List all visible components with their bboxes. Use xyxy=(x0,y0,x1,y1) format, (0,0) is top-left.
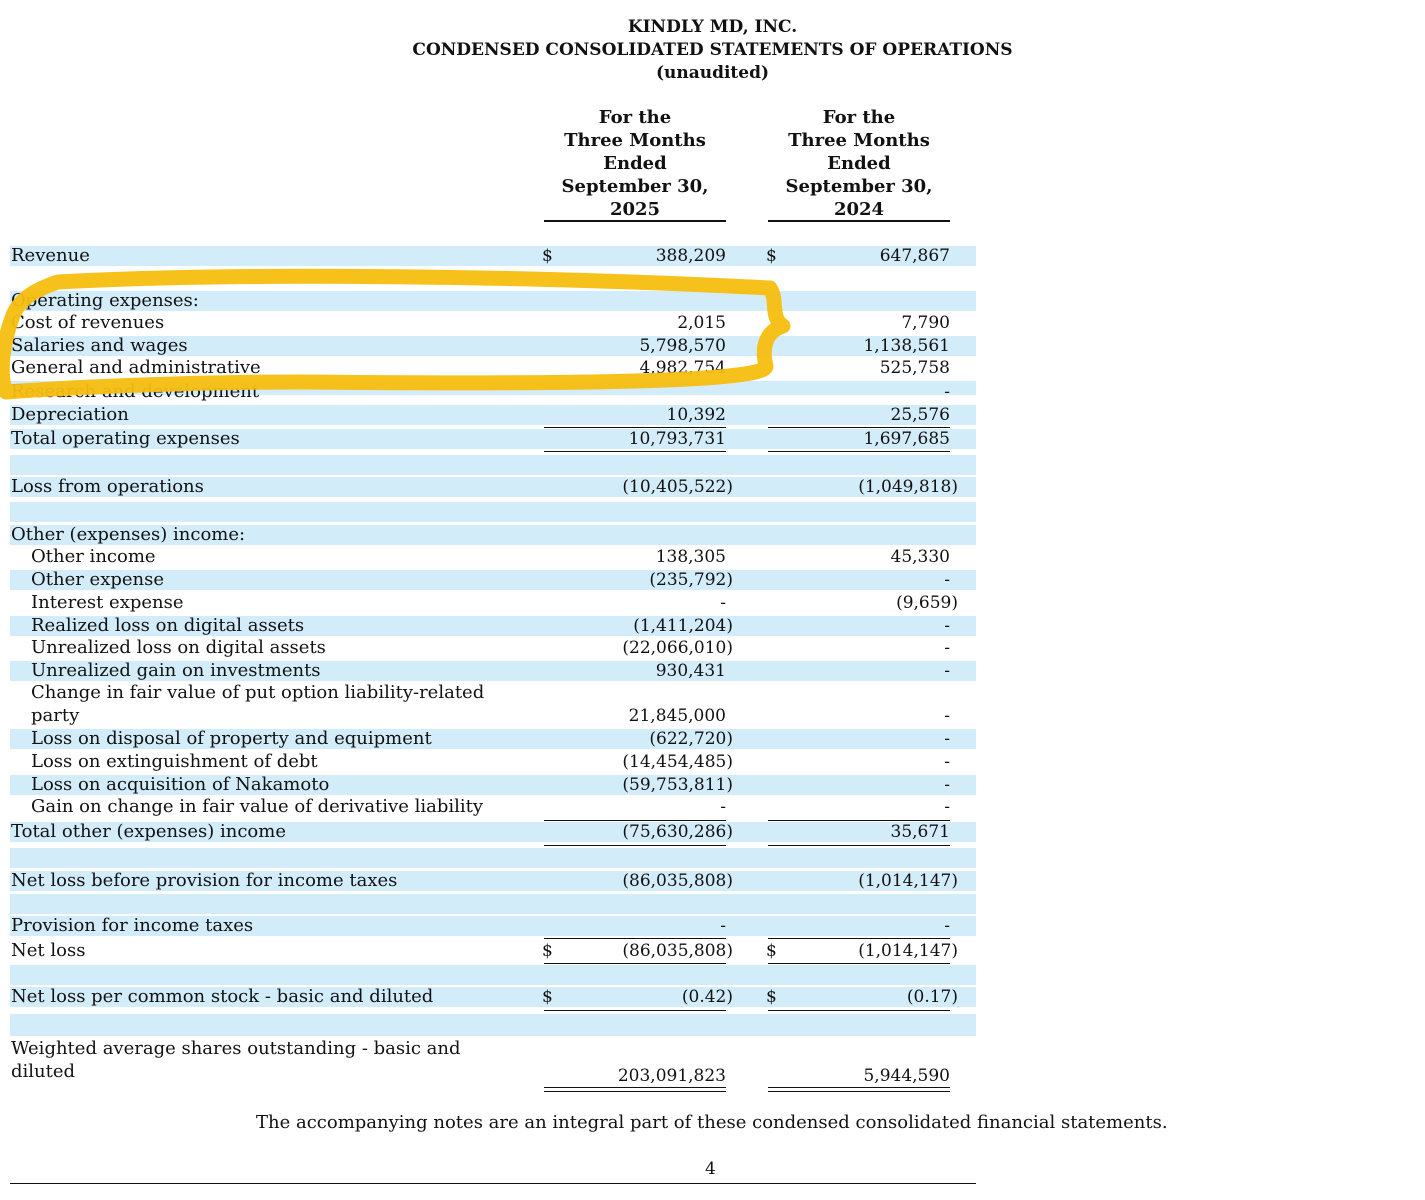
value-2025: 203,091,823 xyxy=(617,1066,726,1086)
column-header-line: For the xyxy=(822,107,896,128)
statement-row-unrealized-gain xyxy=(10,661,976,681)
statement-row-before-tax xyxy=(10,871,976,891)
currency-symbol: $ xyxy=(766,987,777,1007)
value-2025: 138,305 xyxy=(655,547,726,567)
row-label: Loss on acquisition of Nakamoto xyxy=(31,774,330,795)
row-label: Loss on disposal of property and equipment xyxy=(31,728,432,749)
row-label: Total other (expenses) income xyxy=(11,821,286,842)
double-total-rule xyxy=(544,1087,726,1092)
value-2024: - xyxy=(944,729,950,749)
subtotal-rule xyxy=(544,427,726,428)
statement-row-other-expense xyxy=(10,570,976,590)
row-label: Depreciation xyxy=(11,404,129,425)
value-2025: 4,982,754 xyxy=(639,358,726,378)
subtotal-rule xyxy=(768,427,950,428)
value-2025: - xyxy=(720,593,726,613)
row-label: diluted xyxy=(11,1061,76,1082)
row-label: Net loss before provision for income taxes xyxy=(11,870,398,891)
value-2025: - xyxy=(720,797,726,817)
value-2024: (1,014,147) xyxy=(858,941,958,961)
value-2025: - xyxy=(720,916,726,936)
statement-row-disposal xyxy=(10,729,976,749)
statement-row-total-opex xyxy=(10,429,976,449)
row-label: Gain on change in fair value of derivative liability xyxy=(31,796,484,817)
row-label: Interest expense xyxy=(31,592,184,613)
value-2024: 35,671 xyxy=(890,822,950,842)
column-header-line: 2024 xyxy=(833,199,885,220)
value-2024: (1,049,818) xyxy=(858,477,958,497)
value-2025: (75,630,286) xyxy=(622,822,733,842)
statement-row-unrealized-loss xyxy=(10,638,976,658)
statement-row-nakamoto xyxy=(10,775,976,795)
total-rule xyxy=(544,451,726,452)
column-header-line: September 30, xyxy=(785,176,933,197)
row-label: Change in fair value of put option liability-related xyxy=(31,682,485,703)
value-2025: (59,753,811) xyxy=(622,775,733,795)
statement-row-interest-expense xyxy=(10,593,976,613)
statement-row-derivative xyxy=(10,797,976,817)
row-label: Net loss per common stock - basic and diluted xyxy=(11,986,434,1007)
value-2024: 5,944,590 xyxy=(863,1066,950,1086)
spacer-band xyxy=(10,965,976,985)
row-label: Loss from operations xyxy=(11,476,204,497)
currency-symbol: $ xyxy=(766,941,777,961)
value-2025: 930,431 xyxy=(655,661,726,681)
statement-row-net-loss xyxy=(10,941,976,961)
row-label: Operating expenses: xyxy=(11,290,199,311)
value-2024: - xyxy=(944,916,950,936)
statement-row-extinguishment xyxy=(10,752,976,772)
row-label: Other expense xyxy=(31,569,165,590)
footer-note: The accompanying notes are an integral part of these condensed consolidated financial statements. xyxy=(256,1112,1168,1133)
value-2025: (235,792) xyxy=(649,570,733,590)
row-label: Other (expenses) income: xyxy=(11,524,246,545)
value-2024: 1,138,561 xyxy=(863,336,950,356)
value-2024: (0.17) xyxy=(906,987,958,1007)
total-rule xyxy=(544,845,726,846)
row-label: party xyxy=(31,705,80,726)
value-2025: 2,015 xyxy=(677,313,726,333)
column-header-line: Ended xyxy=(827,153,891,174)
value-2025: 388,209 xyxy=(655,246,726,266)
value-2025: (10,405,522) xyxy=(622,477,733,497)
subtotal-rule xyxy=(544,938,726,939)
statement-row-loss-from-operations xyxy=(10,477,976,497)
subtotal-rule xyxy=(768,938,950,939)
value-2025: (1,411,204) xyxy=(633,616,733,636)
company-name: KINDLY MD, INC. xyxy=(627,17,798,37)
value-2024: 7,790 xyxy=(901,313,950,333)
value-2024: - xyxy=(944,616,950,636)
spacer-band xyxy=(10,502,976,522)
yellow-highlight-annotation xyxy=(0,0,976,420)
statement-title: CONDENSED CONSOLIDATED STATEMENTS OF OPERATIONS xyxy=(412,40,1013,60)
statement-row-shares-line1 xyxy=(10,1039,976,1059)
double-total-rule xyxy=(768,1087,950,1092)
column-header-line: For the xyxy=(598,107,672,128)
currency-symbol: $ xyxy=(542,246,553,266)
column-header-line: 2025 xyxy=(609,199,661,220)
value-2024: (9,659) xyxy=(896,593,958,613)
statement-row-put-option xyxy=(10,706,976,726)
page-number: 4 xyxy=(705,1159,716,1179)
row-label: Loss on extinguishment of debt xyxy=(31,751,318,772)
page-bottom-rule xyxy=(10,1183,976,1184)
row-label: Unrealized loss on digital assets xyxy=(31,637,326,658)
statement-row-total-other xyxy=(10,822,976,842)
value-2024: 647,867 xyxy=(879,246,950,266)
value-2025: (14,454,485) xyxy=(622,752,733,772)
column-header-line: Three Months xyxy=(788,130,930,151)
row-label: Other income xyxy=(31,546,156,567)
subtotal-rule xyxy=(768,820,950,821)
column-header-line: September 30, xyxy=(561,176,709,197)
statement-row-other-income xyxy=(10,547,976,567)
spacer-band xyxy=(10,455,976,475)
value-2025: (86,035,808) xyxy=(622,941,733,961)
column-header-line: Ended xyxy=(603,153,667,174)
value-2024: - xyxy=(944,797,950,817)
value-2025: 5,798,570 xyxy=(639,336,726,356)
value-2024: - xyxy=(944,382,950,402)
total-rule xyxy=(768,845,950,846)
currency-symbol: $ xyxy=(766,246,777,266)
row-label: General and administrative xyxy=(11,357,261,378)
value-2025: (22,066,010) xyxy=(622,638,733,658)
row-label: Realized loss on digital assets xyxy=(31,615,305,636)
value-2024: - xyxy=(944,661,950,681)
value-2024: 525,758 xyxy=(879,358,950,378)
value-2024: - xyxy=(944,706,950,726)
statement-row-realized-loss xyxy=(10,616,976,636)
row-label: Revenue xyxy=(11,245,90,266)
spacer-band xyxy=(10,848,976,868)
currency-symbol: $ xyxy=(542,941,553,961)
subtotal-rule xyxy=(544,820,726,821)
row-label: Provision for income taxes xyxy=(11,915,254,936)
value-2025: (622,720) xyxy=(649,729,733,749)
value-2024: - xyxy=(944,775,950,795)
highlight-stroke xyxy=(2,276,783,392)
value-2025: 21,845,000 xyxy=(628,706,726,726)
column-header-line: Three Months xyxy=(564,130,706,151)
audit-status: (unaudited) xyxy=(655,63,770,83)
spacer-band xyxy=(10,1014,976,1036)
value-2024: 45,330 xyxy=(890,547,950,567)
row-label: Unrealized gain on investments xyxy=(31,660,321,681)
value-2025: 10,392 xyxy=(666,405,726,425)
statement-row-other-header xyxy=(10,525,976,545)
currency-symbol: $ xyxy=(542,987,553,1007)
row-label: Weighted average shares outstanding - basic and xyxy=(11,1038,461,1059)
spacer-band xyxy=(10,894,976,914)
value-2025: 10,793,731 xyxy=(628,429,726,449)
row-label: Cost of revenues xyxy=(11,312,165,333)
statement-row-shares xyxy=(10,1061,976,1086)
value-2024: 25,576 xyxy=(890,405,950,425)
total-rule xyxy=(768,451,950,452)
value-2024: (1,014,147) xyxy=(858,871,958,891)
row-label: Research and development xyxy=(11,381,260,402)
value-2025: (86,035,808) xyxy=(622,871,733,891)
statement-row-provision xyxy=(10,916,976,936)
statement-row-put-option-line1 xyxy=(10,683,976,703)
value-2024: - xyxy=(944,752,950,772)
row-label: Salaries and wages xyxy=(11,335,188,356)
row-label: Net loss xyxy=(11,940,86,961)
row-label: Total operating expenses xyxy=(11,428,240,449)
value-2024: 1,697,685 xyxy=(863,429,950,449)
value-2024: - xyxy=(944,570,950,590)
statement-row-eps xyxy=(10,987,976,1007)
value-2025: (0.42) xyxy=(681,987,733,1007)
value-2024: - xyxy=(944,638,950,658)
